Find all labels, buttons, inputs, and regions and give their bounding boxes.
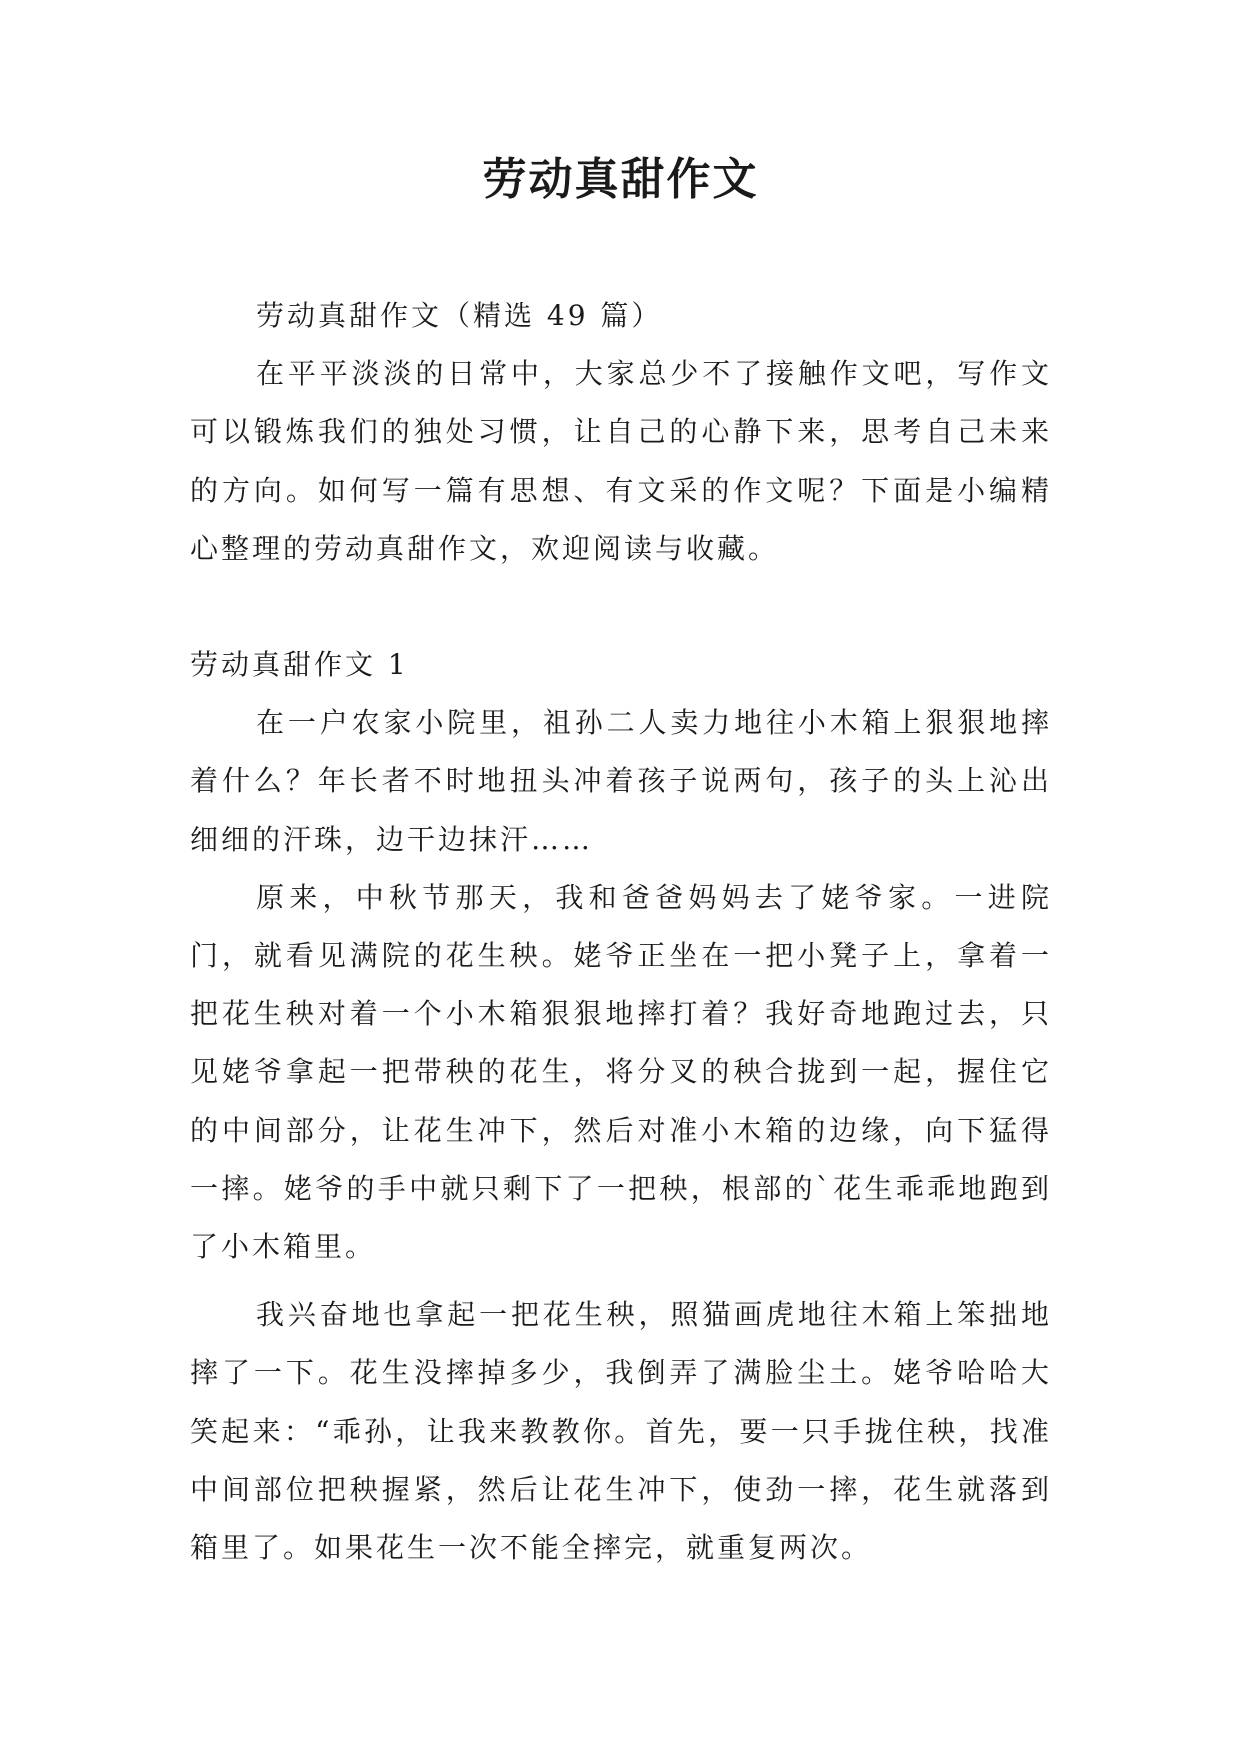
story-paragraph: 原来，中秋节那天，我和爸爸妈妈去了姥爷家。一进院门，就看见满院的花生秧。姥爷正坐在一把小凳子上，拿着一把花生秧对着一个小木箱狠狠地摔打着？我好奇地跑过去，只见姥爷拿起一把带秧的花生，将分叉的秧合拢到一起，握住它的中间部分，让花生冲下，然后对准小木箱的边缘，向下猛得一摔。姥爷的手中就只剩下了一把秧，根部的`花生乖乖地跑到了小木箱里。 [190, 880, 1052, 1264]
document-title: 劳动真甜作文 [482, 154, 759, 205]
subtitle: 劳动真甜作文（精选 49 篇） [256, 299, 663, 332]
intro-paragraph: 在平平淡淡的日常中，大家总少不了接触作文吧，写作文可以锻炼我们的独处习惯，让自己的心静下来，思考自己未来的方向。如何写一篇有思想、有文采的作文呢？下面是小编精心整理的劳动真甜作文，欢迎阅读与收藏。 [190, 357, 1052, 565]
story-paragraph: 我兴奋地也拿起一把花生秧，照猫画虎地往木箱上笨拙地摔了一下。花生没摔掉多少，我倒弄了满脸尘土。姥爷哈哈大笑起来：“乖孙，让我来教教你。首先，要一只手拢住秧，找准中间部位把秧握紧，然后让花生冲下，使劲一摔，花生就落到箱里了。如果花生一次不能全摔完，就重复两次。 [190, 1298, 1052, 1565]
section-heading: 劳动真甜作文 1 [190, 648, 409, 682]
story-paragraph: 在一户农家小院里，祖孙二人卖力地往小木箱上狠狠地摔着什么？年长者不时地扭头冲着孩子说两句，孩子的头上沁出细细的汗珠，边干边抹汗…… [190, 706, 1052, 856]
document-body [190, 287, 1052, 1577]
